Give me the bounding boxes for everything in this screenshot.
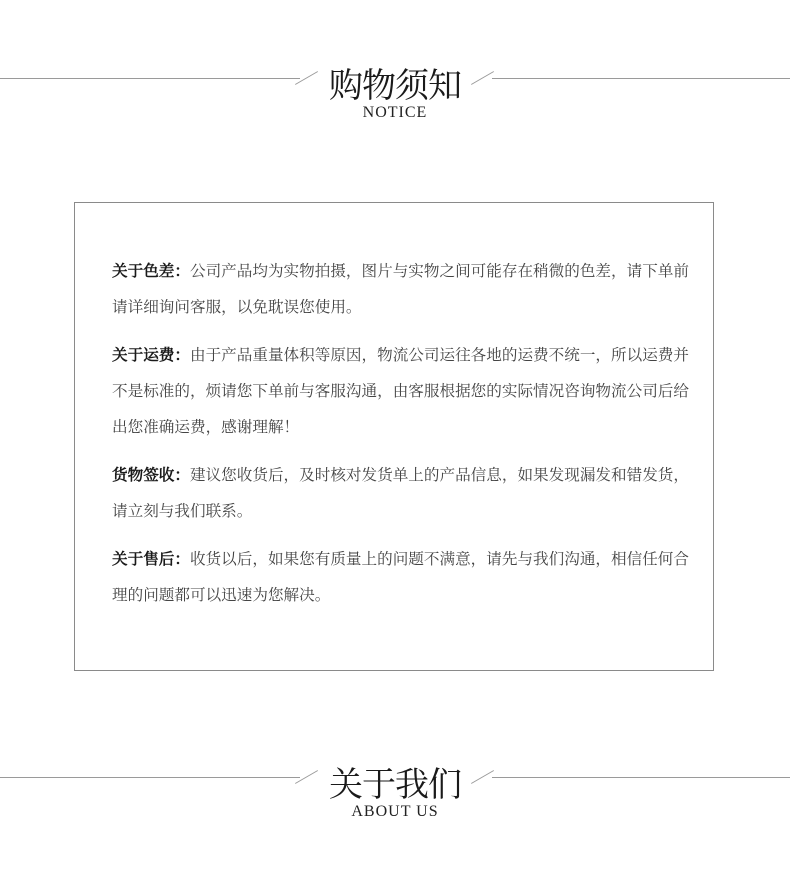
about-title: 关于我们 [329,765,461,805]
notice-subtitle: NOTICE [362,104,428,121]
about-subtitle: ABOUT US [351,803,439,820]
notice-header [0,58,790,138]
notice-text-aftersale: 收货以后，如果您有质量上的问题不满意，请先与我们沟通，相信任何合理的问题都可以迅速为您解决。 [112,550,689,604]
notice-item-shipping [112,337,697,445]
about-header [0,757,790,837]
notice-label-color: 关于色差： [112,262,190,280]
notice-title: 购物须知 [329,66,461,106]
notice-label-shipping: 关于运费： [112,346,190,364]
notice-item-aftersale [112,541,697,613]
notice-text-shipping: 由于产品重量体积等原因，物流公司运往各地的运费不统一，所以运费并不是标准的，烦请您下单前与客服沟通，由客服根据您的实际情况咨询物流公司后给出您准确运费，感谢理解！ [112,346,689,436]
notice-label-aftersale: 关于售后： [112,550,190,568]
notice-item-color [112,253,697,325]
notice-box [74,202,714,671]
notice-item-receipt [112,457,697,529]
notice-text-color: 公司产品均为实物拍摄，图片与实物之间可能存在稍微的色差，请下单前请详细询问客服，以免耽误您使用。 [112,262,689,316]
notice-text-receipt: 建议您收货后，及时核对发货单上的产品信息，如果发现漏发和错发货，请立刻与我们联系。 [112,466,689,520]
notice-label-receipt: 货物签收： [112,466,190,484]
